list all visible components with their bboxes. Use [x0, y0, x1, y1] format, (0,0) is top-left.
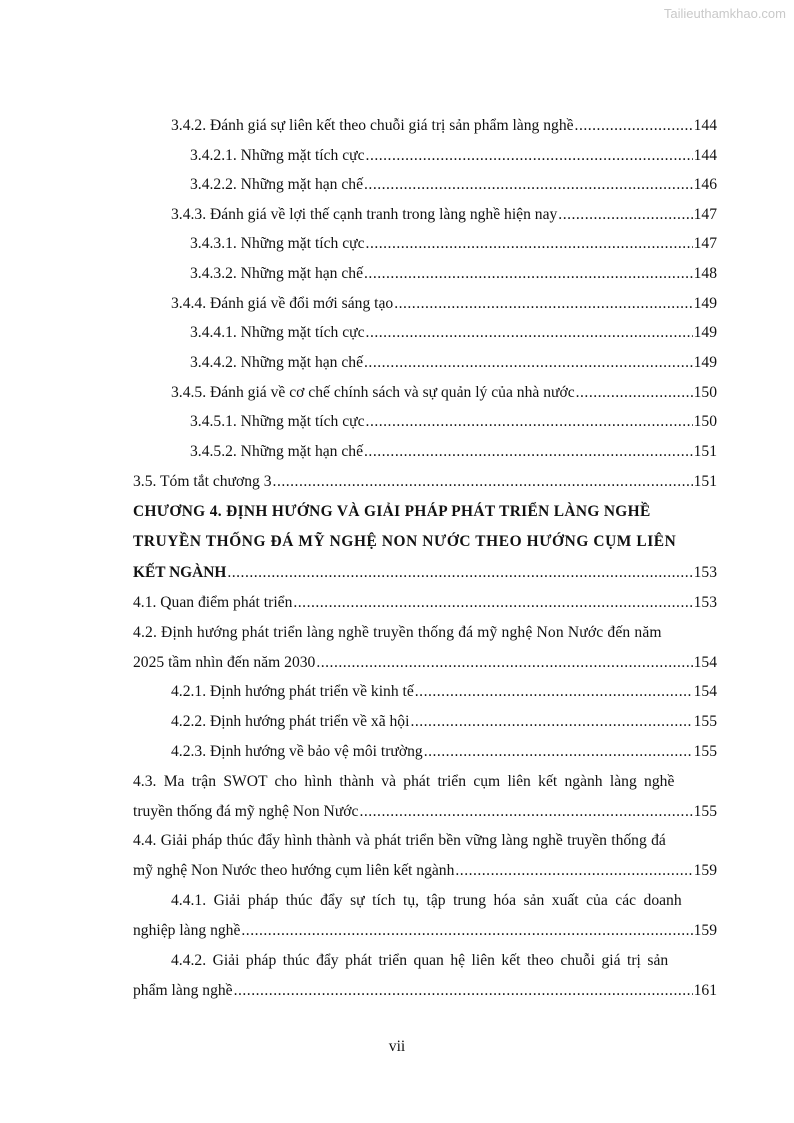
toc-entry[interactable] [133, 981, 717, 1001]
chapter-heading-line [133, 532, 717, 552]
leader-dots [364, 442, 693, 462]
toc-page-number: 153 [693, 594, 717, 611]
toc-entry[interactable] [171, 294, 717, 314]
toc-page-number: 147 [693, 206, 717, 223]
toc-entry-line [133, 772, 717, 792]
toc-entry[interactable] [171, 712, 717, 732]
toc-entry[interactable] [133, 472, 717, 492]
toc-page-number: 146 [693, 176, 717, 193]
toc-entry-line [171, 891, 717, 911]
toc-page-number: 159 [693, 862, 717, 879]
toc-entry-text: 4.1. Quan điểm phát triển [133, 594, 293, 611]
toc-page-number: 151 [693, 443, 717, 460]
toc-page-number: 155 [693, 803, 717, 820]
chapter-heading-text: TRUYỀN THỐNG ĐÁ MỸ NGHỆ NON NƯỚC THEO HƯỚNG CỤM LIÊN [133, 533, 677, 550]
toc-entry-text: 4.2.3. Định hướng về bảo vệ môi trường [171, 743, 423, 760]
toc-entry-line [171, 951, 717, 971]
toc-page-number: 149 [693, 354, 717, 371]
leader-dots [366, 234, 693, 254]
toc-entry[interactable] [171, 383, 717, 403]
toc-entry-text: 3.4.3.1. Những mặt tích cực [190, 235, 365, 252]
toc-entry-text: 4.2. Định hướng phát triển làng nghề truyền thống đá mỹ nghệ Non Nước đến năm [133, 624, 662, 641]
leader-dots [558, 205, 692, 225]
toc-page-number: 150 [693, 413, 717, 430]
toc-page-number: 154 [693, 683, 717, 700]
toc-entry-line [133, 623, 717, 643]
toc-entry-text: 3.4.5.1. Những mặt tích cực [190, 413, 365, 430]
toc-entry-text: 3.4.2. Đánh giá sự liên kết theo chuỗi giá trị sản phẩm làng nghề [171, 117, 574, 134]
leader-dots [366, 323, 693, 343]
leader-dots [227, 563, 692, 583]
leader-dots [366, 146, 693, 166]
toc-entry-text: mỹ nghệ Non Nước theo hướng cụm liên kết ngành [133, 862, 455, 879]
toc-entry-text: 3.4.4.1. Những mặt tích cực [190, 324, 365, 341]
leader-dots [575, 116, 693, 136]
toc-entry[interactable] [171, 682, 717, 702]
toc-entry[interactable] [171, 205, 717, 225]
toc-page-number: 149 [693, 324, 717, 341]
leader-dots [415, 682, 693, 702]
toc-entry-text: 3.5. Tóm tắt chương 3 [133, 473, 272, 490]
leader-dots [273, 472, 693, 492]
toc-entry[interactable] [190, 323, 717, 343]
leader-dots [241, 921, 692, 941]
page-number: vii [388, 1038, 406, 1055]
toc-entry-text: 3.4.2.1. Những mặt tích cực [190, 147, 365, 164]
toc-entry-text: 4.2.2. Định hướng phát triển về xã hội [171, 713, 410, 730]
toc-entry[interactable] [171, 116, 717, 136]
toc-entry[interactable] [133, 593, 717, 613]
toc-entry-text: 4.3. Ma trận SWOT cho hình thành và phát triển cụm liên kết ngành làng nghề [133, 773, 675, 790]
chapter-heading-text: CHƯƠNG 4. ĐỊNH HƯỚNG VÀ GIẢI PHÁP PHÁT TRIỂN LÀNG NGHỀ [133, 503, 651, 520]
toc-page-number: 149 [693, 295, 717, 312]
toc-entry[interactable] [190, 412, 717, 432]
toc-page-number: 151 [693, 473, 717, 490]
toc-page-number: 155 [693, 743, 717, 760]
leader-dots [366, 412, 693, 432]
toc-entry-text: 4.2.1. Định hướng phát triển về kinh tế [171, 683, 414, 700]
leader-dots [364, 264, 693, 284]
toc-entry-text: 3.4.3.2. Những mặt hạn chế [190, 265, 364, 282]
toc-page-number: 153 [693, 564, 717, 581]
toc-page-number: 150 [693, 384, 717, 401]
toc-page-number: 144 [693, 147, 717, 164]
toc-entry[interactable] [190, 175, 717, 195]
toc-entry-text: 3.4.4.2. Những mặt hạn chế [190, 354, 364, 371]
toc-entry[interactable] [190, 353, 717, 373]
toc-entry-text: 4.4. Giải pháp thúc đẩy hình thành và phát triển bền vững làng nghề truyền thống đá [133, 832, 666, 849]
toc-entry[interactable] [190, 442, 717, 462]
toc-page-number: 154 [693, 654, 717, 671]
leader-dots [359, 802, 692, 822]
toc-entry-text: 3.4.3. Đánh giá về lợi thế cạnh tranh trong làng nghề hiện nay [171, 206, 558, 223]
toc-entry-text: 3.4.5.2. Những mặt hạn chế [190, 443, 364, 460]
toc-entry-text: truyền thống đá mỹ nghệ Non Nước [133, 803, 359, 820]
toc-page-number: 148 [693, 265, 717, 282]
toc-entry[interactable] [133, 653, 717, 673]
toc-entry[interactable] [190, 264, 717, 284]
leader-dots [293, 593, 692, 613]
toc-entry-text: 4.4.2. Giải pháp thúc đẩy phát triển quan hệ liên kết theo chuỗi giá trị sản [171, 952, 669, 969]
watermark-text: Tailieuthamkhao.com [663, 6, 786, 21]
toc-entry-text: 3.4.2.2. Những mặt hạn chế [190, 176, 364, 193]
toc-page-number: 159 [693, 922, 717, 939]
leader-dots [455, 861, 692, 881]
leader-dots [576, 383, 693, 403]
leader-dots [424, 742, 693, 762]
toc-entry-text: 4.4.1. Giải pháp thúc đẩy sự tích tụ, tập trung hóa sản xuất của các doanh [171, 892, 682, 909]
leader-dots [364, 353, 693, 373]
toc-entry[interactable] [190, 234, 717, 254]
leader-dots [394, 294, 692, 314]
toc-entry[interactable] [133, 802, 717, 822]
toc-entry-text: 2025 tầm nhìn đến năm 2030 [133, 654, 316, 671]
toc-entry[interactable] [133, 921, 717, 941]
toc-entry-text: KẾT NGÀNH [133, 564, 227, 581]
toc-page-number: 155 [693, 713, 717, 730]
toc-page-number: 144 [693, 117, 717, 134]
toc-entry-line [133, 831, 717, 851]
leader-dots [364, 175, 693, 195]
chapter-heading-line [133, 502, 717, 522]
toc-entry[interactable] [133, 861, 717, 881]
leader-dots [410, 712, 692, 732]
toc-entry[interactable] [133, 563, 717, 583]
toc-entry-text: 3.4.4. Đánh giá về đổi mới sáng tạo [171, 295, 394, 312]
toc-page-number: 147 [693, 235, 717, 252]
toc-entry[interactable] [171, 742, 717, 762]
toc-entry[interactable] [190, 146, 717, 166]
toc-entry-text: 3.4.5. Đánh giá về cơ chế chính sách và sự quản lý của nhà nước [171, 384, 575, 401]
leader-dots [316, 653, 692, 673]
toc-entry-text: nghiệp làng nghề [133, 922, 241, 939]
toc-page-number: 161 [693, 982, 717, 999]
leader-dots [234, 981, 693, 1001]
toc-entry-text: phẩm làng nghề [133, 982, 233, 999]
